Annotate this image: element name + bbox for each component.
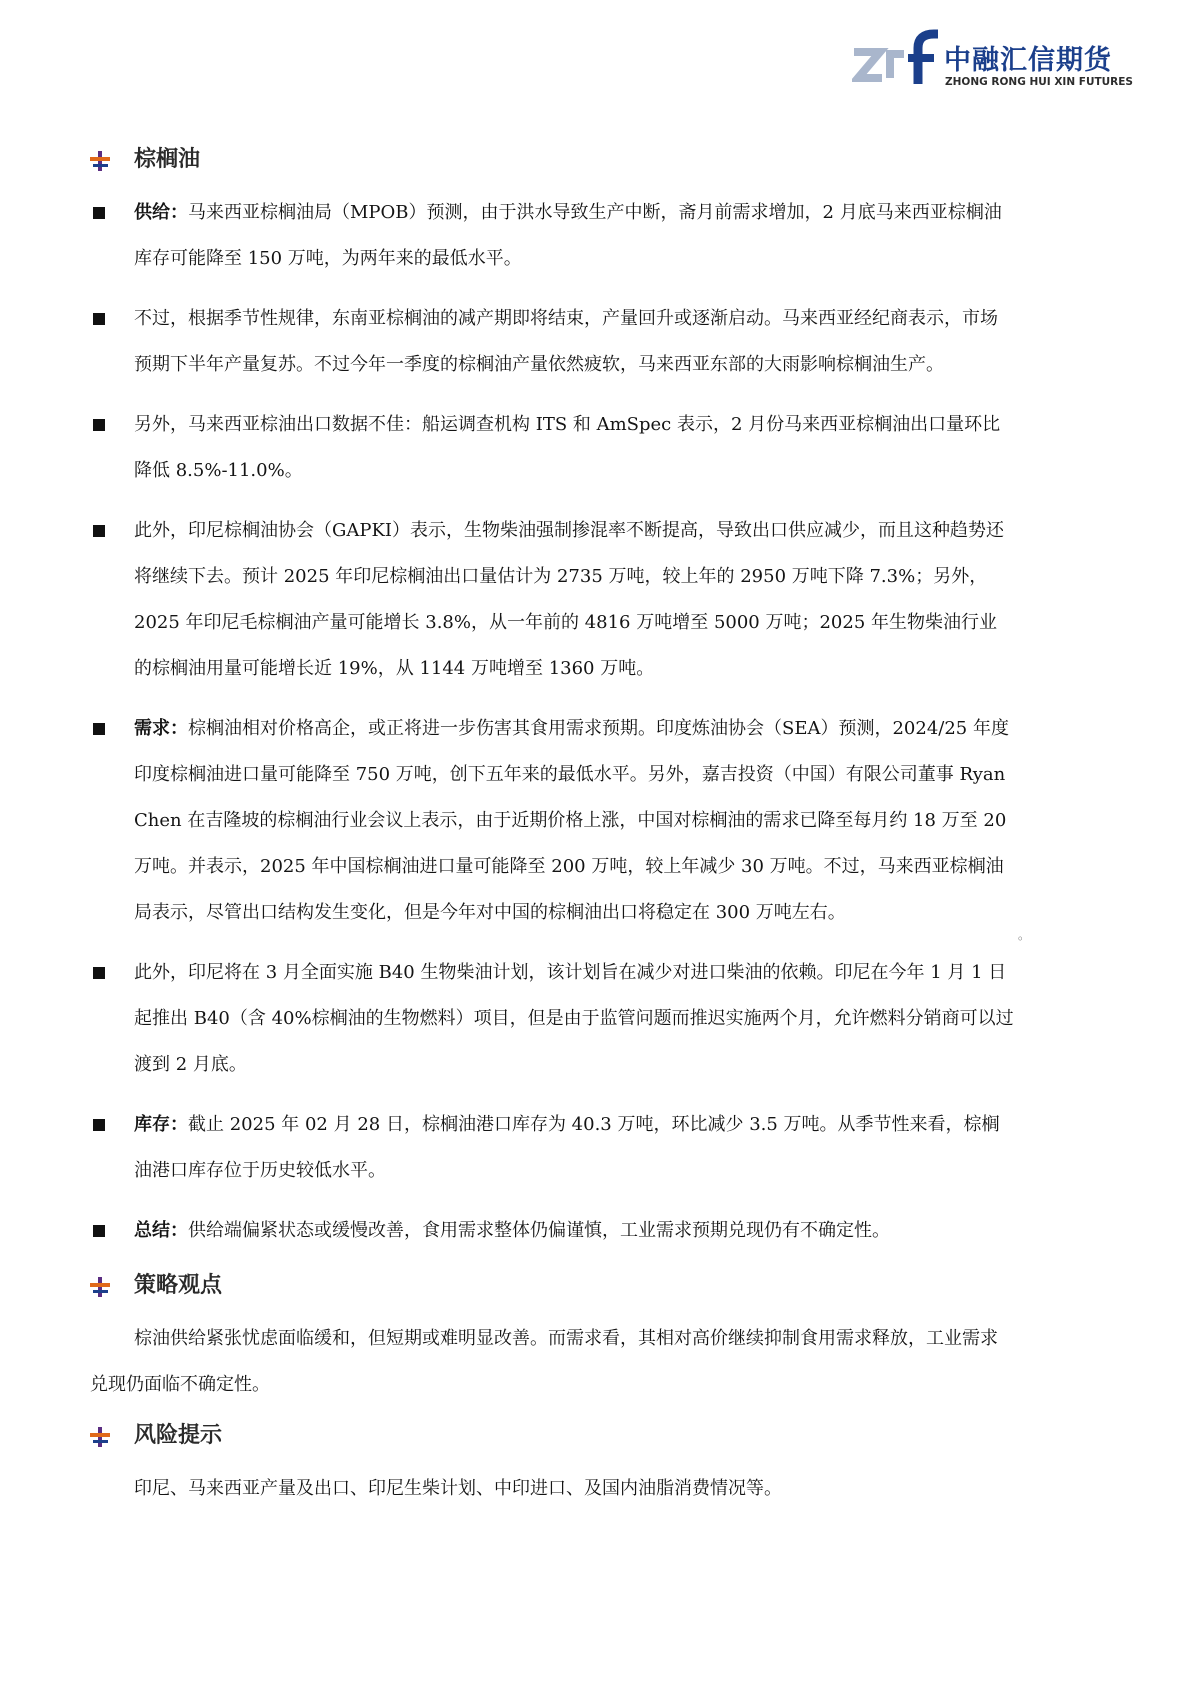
bullet-inventory [90, 1102, 1014, 1194]
bullet-text: 此外，印尼将在 3 月全面实施 B40 生物柴油计划，该计划旨在减少对进口柴油的依赖。印尼在今年 1 月 1 日起推出 B40（含 40%棕榈油的生物燃料）项目，但是由于监管问题而推迟实施两个月，允许燃料分销商可以过渡到 2 月底。 [134, 962, 1014, 1075]
bullet-text: 截止 2025 年 02 月 28 日，棕榈油港口库存为 40.3 万吨，环比减少 3.5 万吨。从季节性来看，棕榈油港口库存位于历史较低水平。 [134, 1114, 1000, 1181]
zrf-logo-mark [852, 28, 944, 94]
report-content [90, 142, 1014, 1522]
section-heading-strategy [90, 1268, 1014, 1304]
bullet-label: 需求： [134, 718, 188, 739]
company-name-en: ZHONG RONG HUI XIN FUTURES [945, 76, 1133, 88]
bullet-label: 总结： [134, 1220, 188, 1241]
bullet-text: 棕榈油相对价格高企，或正将进一步伤害其食用需求预期。印度炼油协会（SEA）预测，2024/25 年度印度棕榈油进口量可能降至 750 万吨，创下五年来的最低水平。另外，嘉吉投资（中国）有限公司董事 Ryan Chen 在吉隆坡的棕榈油行业会议上表示，由于近期价格上涨，中国对棕榈油的需求已降至每月约 18 万至 20 万吨。并表示，2025 年中国棕榈油进口量可能降至 200 万吨，较上年减少 30 万吨。不过，马来西亚棕榈油局表示，尽管出口结构发生变化，但是今年对中国的棕榈油出口将稳定在 300 万吨左右。 [134, 718, 1009, 923]
square-bullet-icon [93, 525, 105, 537]
square-bullet-icon [93, 1225, 105, 1237]
section-marker-icon [90, 151, 112, 171]
bullet-text: 马来西亚棕榈油局（MPOB）预测，由于洪水导致生产中断，斋月前需求增加，2 月底马来西亚棕榈油库存可能降至 150 万吨，为两年来的最低水平。 [134, 202, 1002, 269]
bullet-label: 供给： [134, 202, 188, 223]
bullet-indonesia-gapki [90, 508, 1014, 692]
square-bullet-icon [93, 313, 105, 325]
square-bullet-icon [93, 1119, 105, 1131]
bullet-text: 供给端偏紧状态或缓慢改善，食用需求整体仍偏谨慎，工业需求预期兑现仍有不确定性。 [188, 1220, 890, 1241]
bullet-supply [90, 190, 1014, 282]
bullet-label: 库存： [134, 1114, 188, 1135]
strategy-text: 棕油供给紧张忧虑面临缓和，但短期或难明显改善。而需求看，其相对高价继续抑制食用需求释放，工业需求兑现仍面临不确定性。 [90, 1328, 998, 1395]
stray-period-mark: 。 [1018, 928, 1031, 942]
section-marker-icon [90, 1277, 112, 1297]
company-name-cn: 中融汇信期货 [944, 45, 1112, 76]
square-bullet-icon [93, 723, 105, 735]
bullet-b40-plan [90, 950, 1014, 1088]
risk-text: 印尼、马来西亚产量及出口、印尼生柴计划、中印进口、及国内油脂消费情况等。 [134, 1478, 782, 1499]
bullet-text: 不过，根据季节性规律，东南亚棕榈油的减产期即将结束，产量回升或逐渐启动。马来西亚经纪商表示，市场预期下半年产量复苏。不过今年一季度的棕榈油产量依然疲软，马来西亚东部的大雨影响棕榈油生产。 [134, 308, 998, 375]
bullet-text: 另外，马来西亚棕油出口数据不佳：船运调查机构 ITS 和 AmSpec 表示，2 月份马来西亚棕榈油出口量环比降低 8.5%-11.0%。 [134, 414, 1001, 481]
section-heading-risk [90, 1418, 1014, 1454]
section-title: 风险提示 [134, 1423, 223, 1448]
bullet-demand [90, 706, 1014, 936]
bullet-seasonal [90, 296, 1014, 388]
section-heading-palm-oil [90, 142, 1014, 178]
section-title: 棕榈油 [134, 147, 201, 172]
square-bullet-icon [93, 207, 105, 219]
section-title: 策略观点 [134, 1273, 223, 1298]
square-bullet-icon [93, 419, 105, 431]
square-bullet-icon [93, 967, 105, 979]
section-marker-icon [90, 1427, 112, 1447]
bullet-text: 此外，印尼棕榈油协会（GAPKI）表示，生物柴油强制掺混率不断提高，导致出口供应减少，而且这种趋势还将继续下去。预计 2025 年印尼棕榈油出口量估计为 2735 万吨，较上年的 2950 万吨下降 7.3%；另外，2025 年印尼毛棕榈油产量可能增长 3.8%，从一年前的 4816 万吨增至 5000 万吨；2025 年生物柴油行业的棕榈油用量可能增长近 19%，从 1144 万吨增至 1360 万吨。 [134, 520, 1005, 679]
bullet-malaysia-export [90, 402, 1014, 494]
bullet-summary [90, 1208, 1014, 1254]
company-logo [852, 28, 1133, 94]
